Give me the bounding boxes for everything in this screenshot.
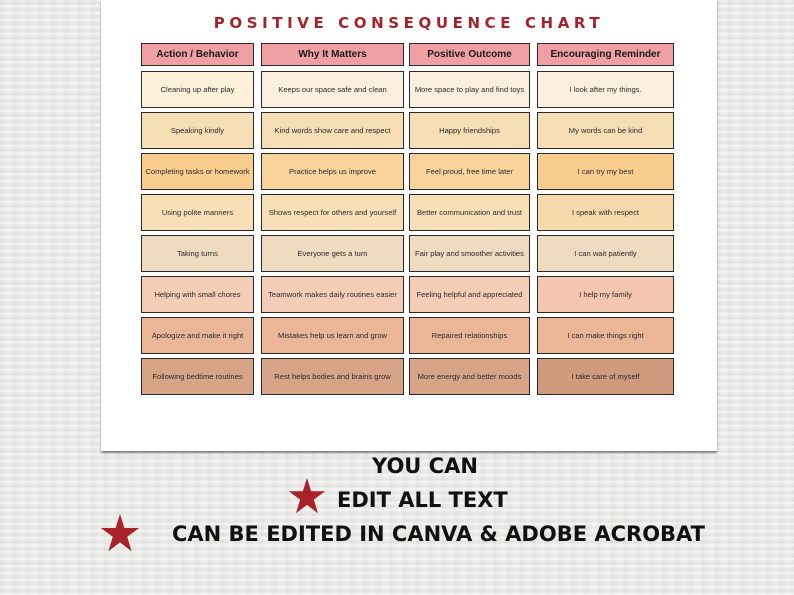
table-cell: Mistakes help us learn and grow <box>261 317 404 354</box>
table-cell: Fair play and smoother activities <box>409 235 530 272</box>
column-header: Action / Behavior <box>141 43 254 66</box>
star-icon <box>100 514 140 552</box>
table-cell: I can wait patiently <box>537 235 674 272</box>
table-cell: I can make things right <box>537 317 674 354</box>
table-cell: I speak with respect <box>537 194 674 231</box>
column-header: Why It Matters <box>261 43 404 66</box>
table-cell: Using polite manners <box>141 194 254 231</box>
table-cell: Following bedtime routines <box>141 358 254 395</box>
table-cell: Better communication and trust <box>409 194 530 231</box>
table-cell: Speaking kindly <box>141 112 254 149</box>
table-cell: Apologize and make it right <box>141 317 254 354</box>
consequence-table <box>141 43 674 395</box>
table-cell: Feeling helpful and appreciated <box>409 276 530 313</box>
table-cell: More space to play and find toys <box>409 71 530 108</box>
table-cell: I take care of myself <box>537 358 674 395</box>
column-header: Encouraging Reminder <box>537 43 674 66</box>
banner-text-1: YOU CAN <box>372 454 478 478</box>
table-cell: Teamwork makes daily routines easier <box>261 276 404 313</box>
table-cell: I help my family <box>537 276 674 313</box>
table-cell: Repaired relationships <box>409 317 530 354</box>
table-cell: Rest helps bodies and brains grow <box>261 358 404 395</box>
chart-title: POSITIVE CONSEQUENCE CHART <box>213 14 605 32</box>
banner-text-3: CAN BE EDITED IN CANVA & ADOBE ACROBAT <box>172 522 706 546</box>
table-cell: Cleaning up after play <box>141 71 254 108</box>
table-cell: I can try my best <box>537 153 674 190</box>
column-header: Positive Outcome <box>409 43 530 66</box>
worksheet-page <box>101 0 717 451</box>
table-cell: My words can be kind <box>537 112 674 149</box>
table-cell: Happy friendships <box>409 112 530 149</box>
star-icon <box>288 478 326 514</box>
table-cell: Everyone gets a turn <box>261 235 404 272</box>
table-cell: I look after my things. <box>537 71 674 108</box>
table-cell: Taking turns <box>141 235 254 272</box>
table-cell: Feel proud, free time later <box>409 153 530 190</box>
table-cell: Keeps our space safe and clean <box>261 71 404 108</box>
table-cell: Kind words show care and respect <box>261 112 404 149</box>
table-cell: Practice helps us improve <box>261 153 404 190</box>
table-cell: Shows respect for others and yourself <box>261 194 404 231</box>
banner-text-2: EDIT ALL TEXT <box>337 488 508 512</box>
table-cell: Completing tasks or homework <box>141 153 254 190</box>
table-cell: More energy and better moods <box>409 358 530 395</box>
table-cell: Helping with small chores <box>141 276 254 313</box>
